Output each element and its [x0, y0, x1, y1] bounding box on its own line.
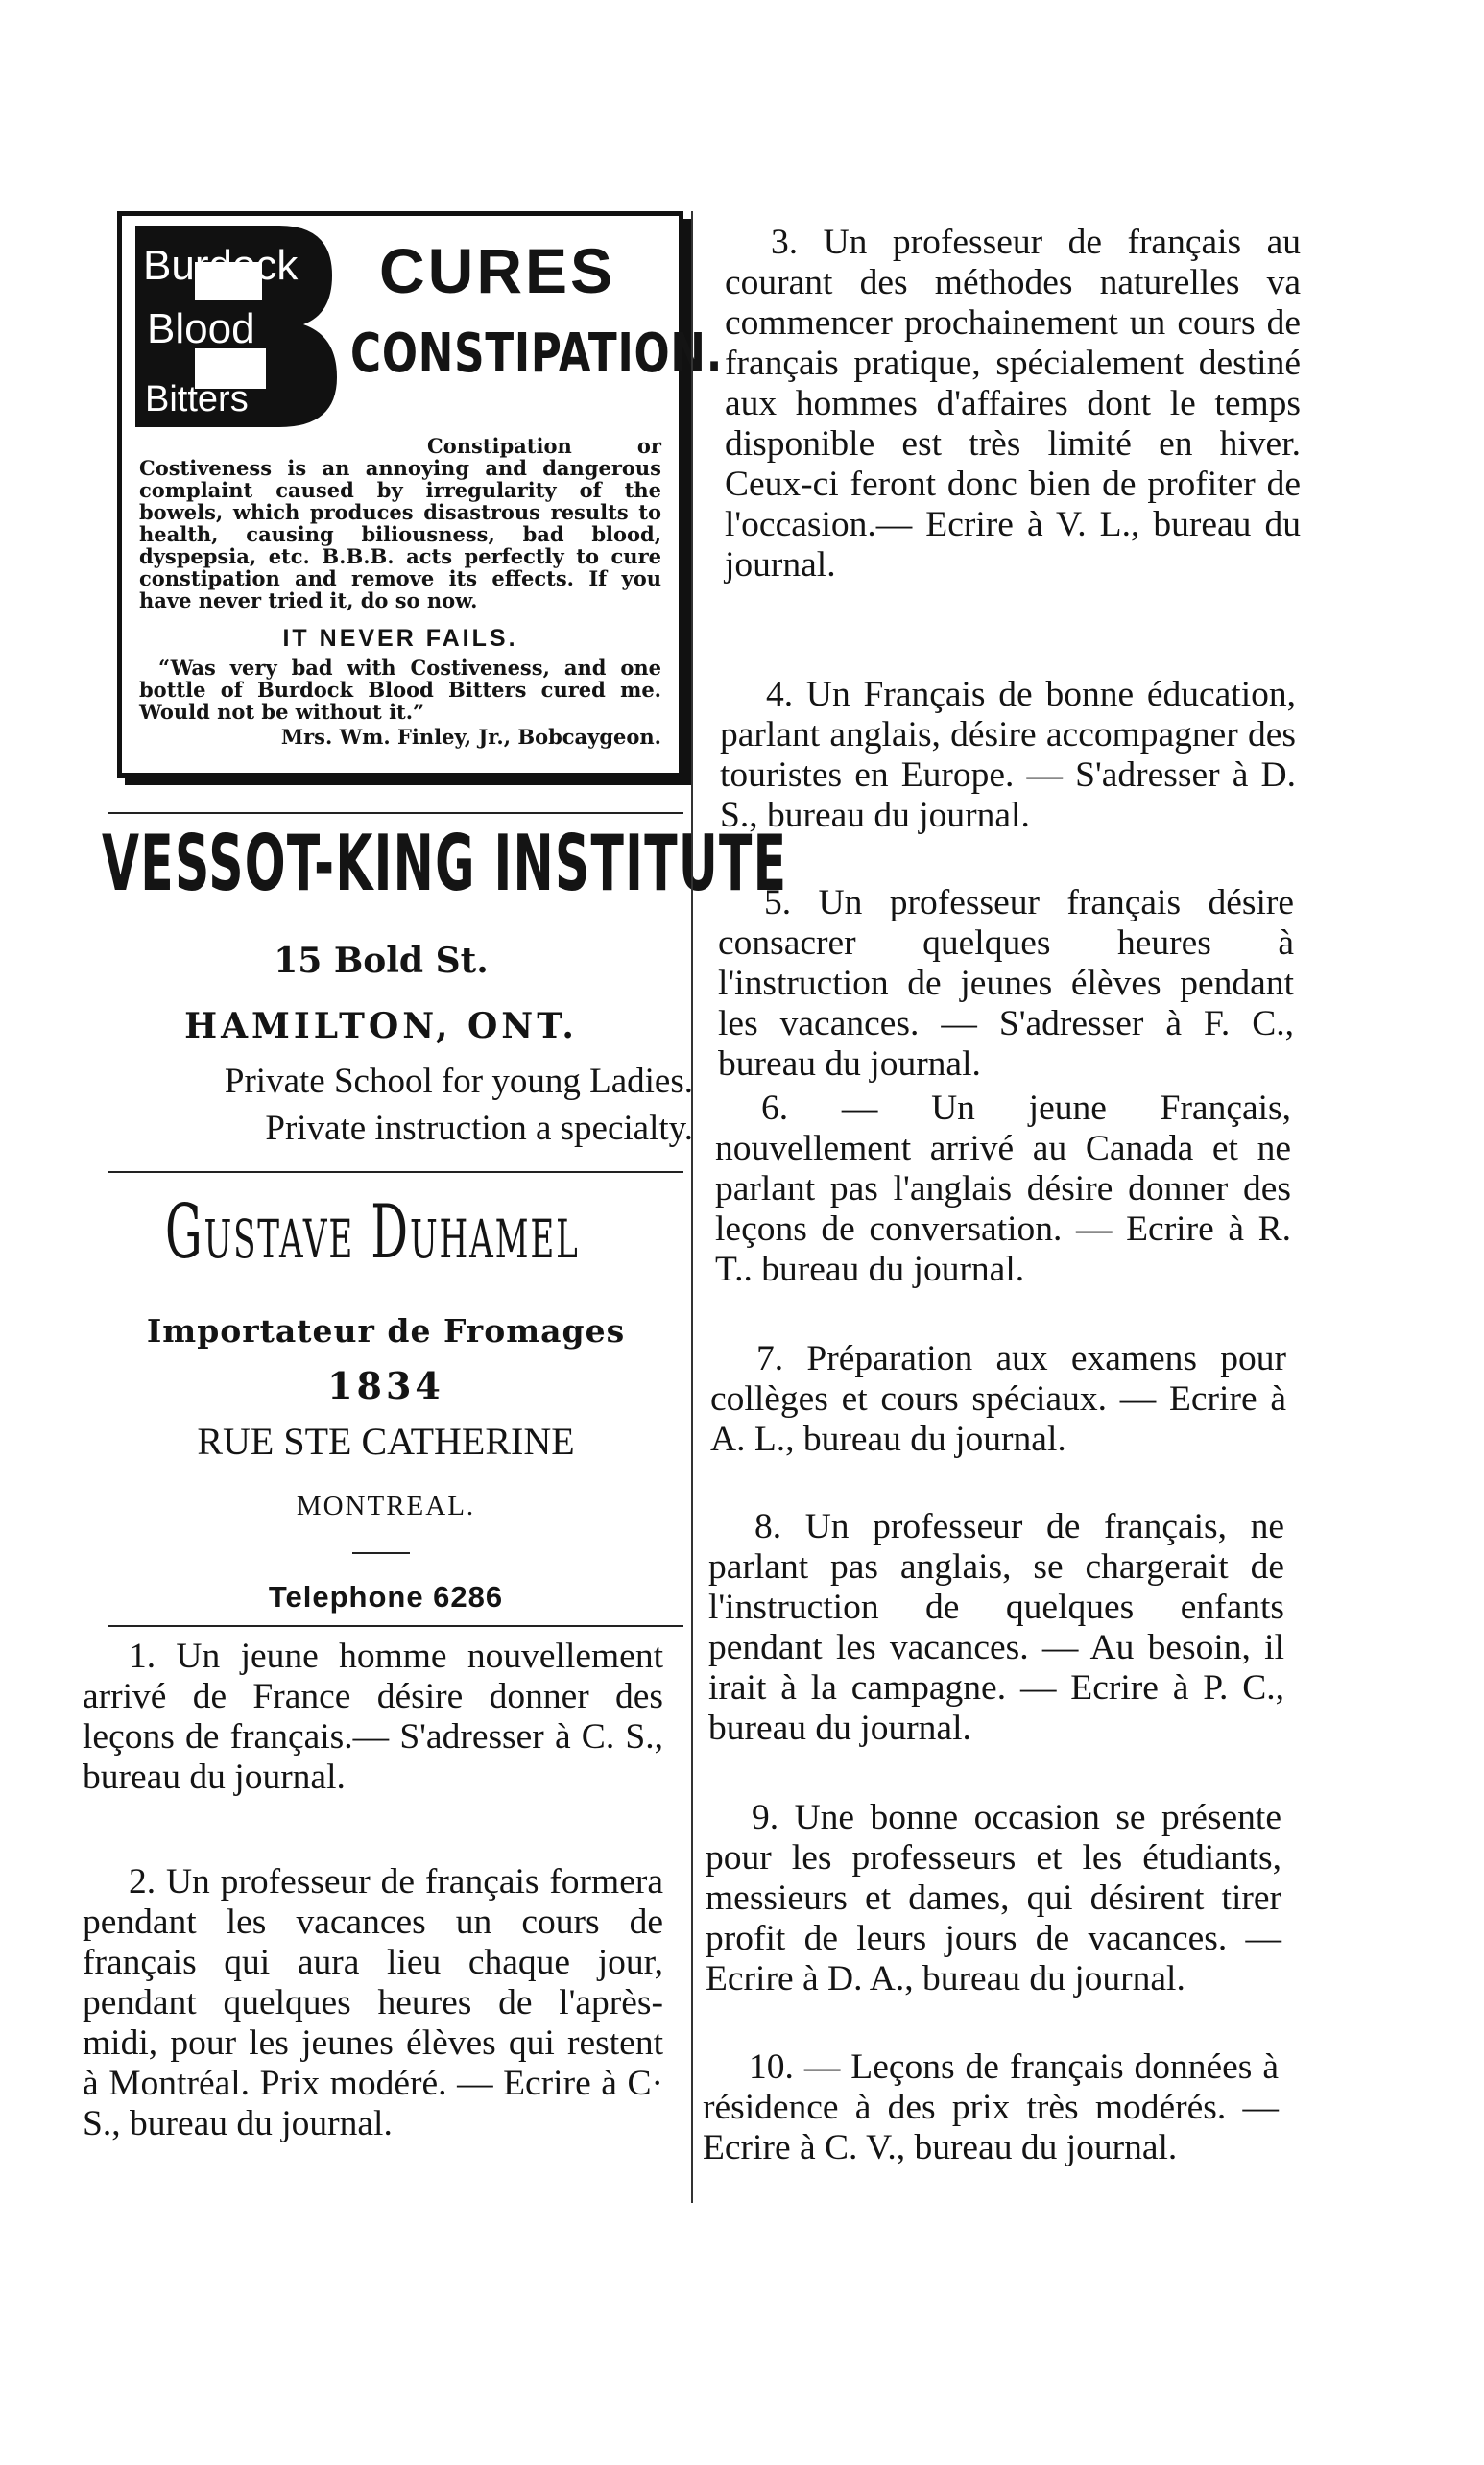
bbb-advertisement	[117, 211, 724, 778]
classified-6: 6. — Un jeune Français, nouvellement arrivé au Canada et ne parlant pas l'anglais désire donner des leçons de conversation. — Ecrire à R. T.. bureau du journal.	[715, 1089, 1291, 1289]
vessot-street: 15 Bold St.	[274, 941, 489, 981]
bbb-logo-word-3: Bitters	[145, 379, 249, 419]
bbb-testimonial: “Was very bad with Costiveness, and one bottle of Burdock Blood Bitters cured me. Would not be without it.”	[139, 656, 661, 724]
vessot-line-2: Private instruction a specialty.	[265, 1109, 693, 1148]
vessot-line-1: Private School for young Ladies.	[224, 1062, 693, 1101]
bbb-logo-word-1: Burdock	[143, 242, 299, 289]
bbb-headline-cures: CURES	[379, 235, 616, 306]
column-divider	[691, 211, 693, 2203]
classified-2: 2. Un professeur de français formera pendant les vacances un cours de français qui aura lieu chaque jour, pendant quelques heures de l'après-midi, pour les jeunes élèves qui restent à Montréal. Prix modéré. — Ecrire à C· S., bureau du journal.	[83, 1862, 663, 2143]
divider	[108, 1171, 683, 1173]
bbb-logo	[135, 226, 337, 427]
duhamel-trade: Importateur de Fromages	[146, 1312, 626, 1350]
duhamel-number: 1834	[327, 1364, 444, 1407]
vessot-title: VESSOT-KING INSTITUTE	[102, 819, 788, 908]
bbb-body-text: Constipation or Costiveness is an annoying and dangerous complaint caused by irregularity of the bowels, which produces disastrous results to health, causing biliousness, bad blood, dyspepsia, etc. B.B.B. acts perfectly to cure constipation and remove its effects. If you have never tried it, do so now.	[139, 434, 661, 612]
bbb-headline-constipation: CONSTIPATION.	[350, 323, 724, 385]
duhamel-name: Gustave Duhamel	[165, 1189, 580, 1276]
classified-9: 9. Une bonne occasion se présente pour les professeurs et les étudiants, messieurs et dames, qui désirent tirer profit de leurs jours de vacances. — Ecrire à D. A., bureau du journal.	[706, 1798, 1281, 1998]
classified-4: 4. Un Français de bonne éducation, parlant anglais, désire accompagner des touristes en Europe. — S'adresser à D. S., bureau du journal.	[720, 675, 1296, 835]
divider	[108, 1625, 683, 1627]
duhamel-city: MONTREAL.	[296, 1491, 476, 1521]
short-divider	[352, 1552, 410, 1554]
duhamel-street: RUE STE CATHERINE	[197, 1420, 575, 1463]
bbb-slogan: IT NEVER FAILS.	[282, 625, 518, 652]
classified-7: 7. Préparation aux examens pour collèges et cours spéciaux. — Ecrire à A. L., bureau du journal.	[710, 1339, 1286, 1459]
classified-10: 10. — Leçons de français données à résidence à des prix très modérés. — Ecrire à C. V., bureau du journal.	[703, 2047, 1279, 2167]
classified-5: 5. Un professeur français désire consacrer quelques heures à l'instruction de jeunes élèves pendant les vacances. — S'adresser à F. C., bureau du journal.	[718, 883, 1294, 1084]
vessot-city: HAMILTON, ONT.	[184, 1006, 578, 1046]
divider	[108, 812, 683, 814]
bbb-logo-word-2: Blood	[147, 305, 255, 352]
bbb-signature: Mrs. Wm. Finley, Jr., Bobcaygeon.	[280, 725, 661, 749]
classified-1: 1. Un jeune homme nouvellement arrivé de France désire donner des leçons de français.— S'adresser à C. S., bureau du journal.	[83, 1637, 663, 1797]
classified-3: 3. Un professeur de français au courant des méthodes naturelles va commencer prochainement un cours de français pratique, spécialement destiné aux hommes d'affaires dont le temps disponible est très limité en hiver. Ceux-ci feront donc bien de profiter de l'occasion.— Ecrire à V. L., bureau du journal.	[725, 223, 1301, 585]
duhamel-telephone: Telephone 6286	[268, 1580, 504, 1614]
classified-8: 8. Un professeur de français, ne parlant pas anglais, se chargerait de l'instruction de quelques enfants pendant les vacances. — Au besoin, il irait à la campagne. — Ecrire à P. C., bureau du journal.	[708, 1507, 1284, 1748]
